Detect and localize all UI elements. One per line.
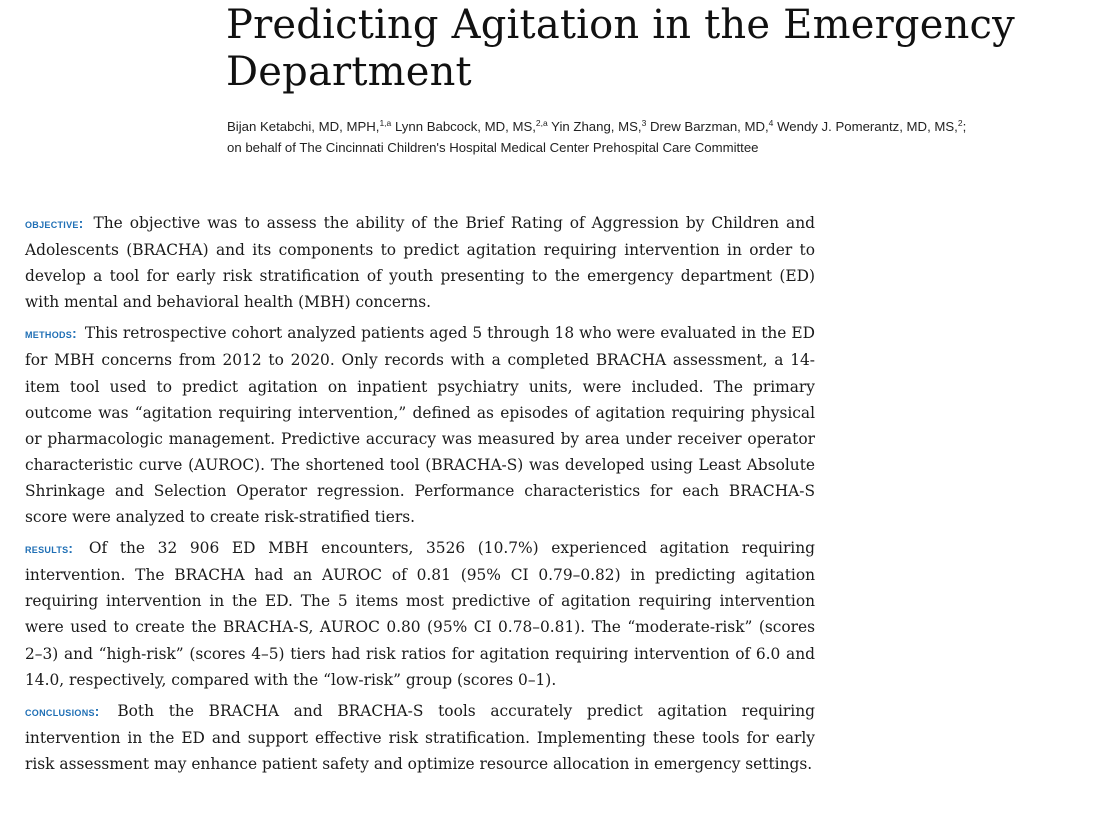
conclusions-section [25,698,815,777]
author-block [227,116,1107,158]
author-affiliation-mark: 3 [641,118,647,128]
conclusions-label: conclusions: [25,703,100,719]
results-section [25,535,815,693]
author-list [227,116,1107,137]
author-1 [227,119,391,134]
objective-text: The objective was to assess the ability of the Brief Rating of Aggression by Children and Adolescents (BRACHA) and its components to predict agitation requiring intervention in order to develop a tool for early risk stratification of youth presenting to the emergency department (ED) with mental and behavioral health (MBH) concerns. [25,214,815,312]
author-affiliation-mark: 4 [768,118,774,128]
abstract [25,210,815,782]
results-label: results: [25,541,74,557]
objective-section [25,210,815,315]
methods-text: This retrospective cohort analyzed patients aged 5 through 18 who were evaluated in the ED for MBH concerns from 2012 to 2020. Only records with a completed BRACHA assessment, a 14-item tool used to predict agitation on inpatient psychiatry units, were included. The primary outcome was “agitation requiring intervention,” defined as episodes of agitation requiring physical or pharmacologic management. Predictive accuracy was measured by area under receiver operator characteristic curve (AUROC). The shortened tool (BRACHA-S) was developed using Least Absolute Shrinkage and Selection Operator regression. Performance characteristics for each BRACHA-S score were analyzed to create risk-stratified tiers. [25,324,815,527]
author-affiliation-mark: 2 [957,118,963,128]
author-affiliation-mark: 2,a [535,118,548,128]
objective-label: objective: [25,216,84,231]
author-name: Bijan Ketabchi, MD, MPH, [227,119,380,134]
methods-section [25,320,815,530]
author-4 [646,119,773,134]
author-name: Lynn Babcock, MD, MS, [391,119,536,134]
article-title: Predicting Agitation in the Emergency Department [226,2,1015,95]
author-name: Wendy J. Pomerantz, MD, MS, [773,119,958,134]
conclusions-text: Both the BRACHA and BRACHA-S tools accurately predict agitation requiring intervention in the ED and support effective risk stratification. Implementing these tools for early risk assessment may enhance patient safety and optimize resource allocation in emergency settings. [25,701,815,773]
author-2 [391,119,547,134]
affiliation-line: on behalf of The Cincinnati Children's Hospital Medical Center Prehospital Care Committee [227,140,759,155]
methods-label: methods: [25,326,77,342]
author-affiliation-mark: 1,a [379,118,392,128]
author-name: Yin Zhang, MS, [547,119,642,134]
results-text: Of the 32 906 ED MBH encounters, 3526 (10.7%) experienced agitation requiring intervention. The BRACHA had an AUROC of 0.81 (95% CI 0.79–0.82) in predicting agitation requiring intervention in the ED. The 5 items most predictive of agitation requiring intervention were used to create the BRACHA-S, AUROC 0.80 (95% CI 0.78–0.81). The “moderate-risk” (scores 2–3) and “high-risk” (scores 4–5) tiers had risk ratios for agitation requiring intervention of 6.0 and 14.0, respectively, compared with the “low-risk” group (scores 0–1). [25,539,815,689]
author-5 [773,119,962,134]
author-list-terminator: ; [962,119,967,134]
author-name: Drew Barzman, MD, [646,119,769,134]
author-3 [548,119,647,134]
